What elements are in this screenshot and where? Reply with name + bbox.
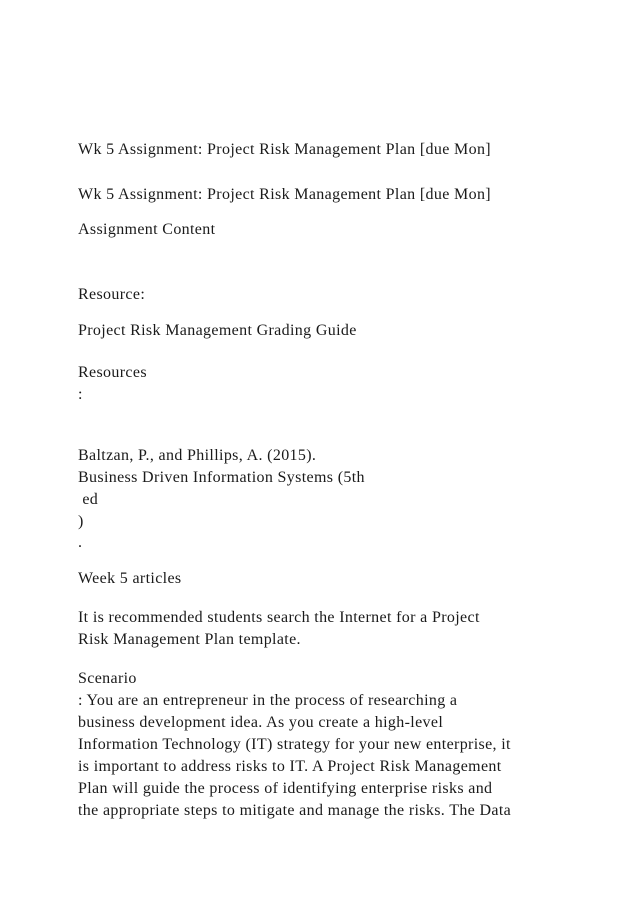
assignment-title: Wk 5 Assignment: Project Risk Management Plan [due Mon] — [78, 141, 491, 158]
citation-line-1: Baltzan, P., and Phillips, A. (2015). — [78, 447, 317, 464]
scenario-line-5: Plan will guide the process of identifying enterprise risks and — [78, 780, 493, 797]
scenario-line-4: is important to address risks to IT. A Project Risk Management — [78, 758, 502, 775]
scenario-line-1: : You are an entrepreneur in the process of researching a — [78, 692, 458, 709]
assignment-title-repeat: Wk 5 Assignment: Project Risk Management Plan [due Mon] — [78, 186, 491, 203]
assignment-content-heading: Assignment Content — [78, 221, 216, 238]
resource-label: Resource: — [78, 286, 146, 303]
recommendation-line-1: It is recommended students search the Internet for a Project — [78, 609, 480, 626]
citation-line-3: ed — [78, 491, 99, 508]
scenario-line-3: Information Technology (IT) strategy for your new enterprise, it — [78, 736, 511, 753]
recommendation-line-2: Risk Management Plan template. — [78, 631, 301, 648]
resources-colon: : — [78, 386, 83, 403]
citation-line-5: . — [78, 534, 83, 551]
citation-line-4: ) — [78, 513, 84, 530]
scenario-line-2: business development idea. As you create a high-level — [78, 714, 444, 731]
scenario-line-6: the appropriate steps to mitigate and manage the risks. The Data — [78, 802, 512, 819]
resources-label: Resources — [78, 364, 147, 381]
week-articles-text: Week 5 articles — [78, 570, 182, 587]
grading-guide-text: Project Risk Management Grading Guide — [78, 322, 357, 339]
citation-line-2: Business Driven Information Systems (5th — [78, 469, 365, 486]
scenario-label: Scenario — [78, 670, 137, 687]
